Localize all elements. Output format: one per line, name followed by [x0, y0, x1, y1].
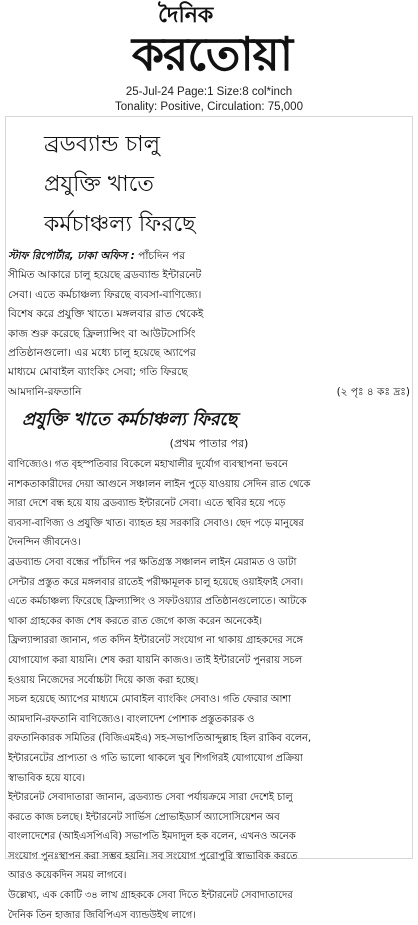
body-line: সংযোগ পুনঃস্থাপন করা সম্ভব হয়নি। সব সংযোগ পুরোপুরি স্বাভাবিক করতে: [8, 850, 298, 862]
body-line: করতে কাজ চলছে। ইন্টারনেট সার্ভিস প্রোভাইডার্স অ্যাসোসিয়েশন অব: [8, 811, 280, 823]
front-article-line: প্রতিষ্ঠানগুলো। এর মধ্যে চালু হয়েছে অ্যাপের: [8, 347, 196, 360]
front-article-line: [8, 383, 410, 402]
front-article-text: পাঁচদিন পর: [134, 250, 186, 262]
continued-from-label: (প্রথম পাতার পর): [169, 437, 249, 450]
front-article-line: [8, 247, 410, 266]
body-line: বাণিজ্যেও। গত বৃহস্পতিবার বিকেলে মহাখালীর দুর্যোগ ব্যবস্থাপনা ভবনে: [8, 459, 288, 470]
front-article-body: [8, 247, 410, 402]
body-line: উল্লেখ্য, এক কোটি ৩৪ লাখ গ্রাহককে সেবা দিতে ইন্টারনেট সেবাদাতাদের: [8, 890, 293, 902]
front-article-line: কাজ শুরু করেছে ফ্রিল্যান্সিং বা আউটসোর্সিং: [8, 327, 196, 340]
body-line: দৈনিক তিন হাজার জিবিপিএস ব্যান্ডউইথ লাগে।: [8, 909, 196, 921]
body-line: ফ্রিল্যান্সাররা জানান, গত কদিন ইন্টারনেট সংযোগ না থাকায় গ্রাহকদের সঙ্গে: [8, 635, 303, 647]
body-line: সচল হয়েছে অ্যাপের মাধ্যমে মোবাইল ব্যাংকিং সেবাও। গতি ফেরার আশা: [8, 694, 291, 706]
continuation-headline: প্রযুক্তি খাতে কর্মচাঞ্চল্য ফিরছে: [22, 410, 238, 430]
body-line: ব্রডব্যান্ড সেবা বন্ধের পাঁচদিন পর ক্ষতিগ্রস্ত সঞ্চালন লাইন মেরামত ও ডাটা: [8, 556, 297, 568]
body-line: আরও কয়েকদিন সময় লাগবে।: [8, 870, 127, 882]
front-article-line: সীমিত আকারে চালু হয়েছে ব্রডব্যান্ড ইন্টারনেট: [8, 269, 202, 282]
front-headline-line: ব্রডব্যান্ড চালু: [44, 132, 161, 157]
body-line: হওয়ায় নিজেদের সর্বোচ্চটা দিয়ে কাজ করা হচ্ছে।: [8, 674, 199, 686]
clipping-meta-date: 25-Jul-24 Page:1 Size:8 col*inch: [125, 86, 293, 98]
body-line: সারা দেশে বন্ধ হয়ে যায় ব্রডব্যান্ড ইন্টারনেট সেবা। এতে স্থবির হয়ে পড়ে: [8, 498, 286, 510]
body-line: ইন্টারনেটের প্রাপ্যতা ও গতি ভালো থাকলে খুব শিগগিরই যোগাযোগ প্রক্রিয়া: [8, 752, 303, 764]
body-line: ইন্টারনেট সেবাদাতারা জানান, ব্রডব্যান্ড সেবা পর্যায়ক্রমে সারা দেশেই চালু: [8, 792, 293, 804]
byline: স্টাফ রিপোর্টার, ঢাকা অফিস :: [8, 250, 135, 262]
body-line: রফতানিকারক সমিতির (বিজিএমইএ) সহ-সভাপতিআব্দুল্লাহ হিল রাকিব বলেন,: [8, 733, 311, 745]
front-article-line: মাধ্যমে মোবাইল ব্যাংকিং সেবা; গতি ফিরছে: [8, 366, 188, 379]
continuation-body: [8, 455, 410, 925]
body-line: স্বাভাবিক হয়ে যাবে।: [8, 772, 85, 784]
front-article-line: সেবা। এতে কর্মচাঞ্চল্য ফিরছে ব্যবসা-বাণিজ্যে।: [8, 288, 202, 301]
masthead-subtitle: দৈনিক: [158, 3, 214, 28]
body-line: এতে কর্মচাঞ্চল্য ফিরেছে ফ্রিল্যান্সিং ও সফটওয়্যার প্রতিষ্ঠানগুলোতে। আটকে: [8, 596, 307, 608]
body-line: সেন্টার প্রস্তুত করে মঙ্গলবার রাতেই পরীক্ষামূলক চালু হয়েছে ওয়াইফাই সেবা।: [8, 576, 304, 588]
masthead-title: করতোয়া: [131, 27, 293, 81]
body-line: দৈনন্দিন জীবনেও।: [8, 537, 81, 549]
front-article-line: বিশেষ করে প্রযুক্তি খাতে। মঙ্গলবার রাত থেকেই: [8, 308, 204, 321]
body-line: থাকা গ্রাহকের কাজ শেষ করতে রাত জেগে কাজ করেন অনেকেই।: [8, 615, 263, 627]
front-article-text: আমদানি-রফতানি: [8, 385, 82, 398]
body-line: বাংলাদেশের (আইএসপিএবি) সভাপতি ইমদাদুল হক বলেন, এখনও অনেক: [8, 831, 296, 843]
front-headline-line: প্রযুক্তি খাতে: [44, 172, 154, 197]
body-line: নাশকতাকারীদের দেয়া আগুনে সঞ্চালন লাইন পুড়ে যাওয়ায় সেদিন রাত থেকে: [8, 478, 311, 490]
body-line: আমদানি-রফতানি বাণিজ্যেও। বাংলাদেশ পোশাক প্রস্তুতকারক ও: [8, 713, 255, 725]
body-line: যোগাযোগ করা যায়নি। শেষ করা যায়নি কাজও। তাই ইন্টারনেট পুনরায় সচল: [8, 654, 303, 666]
jump-reference: (২ পৃঃ ৪ কঃ দ্রঃ): [336, 385, 410, 398]
clipping-meta-tonality: Tonality: Positive, Circulation: 75,000: [115, 101, 303, 113]
body-line: ব্যবসা-বাণিজ্য ও প্রযুক্তি খাত। ব্যাহত হয় সরকারি সেবাও। ছেদ পড়ে মানুষের: [8, 517, 304, 529]
front-headline-line: কর্মচাঞ্চল্য ফিরছে: [44, 212, 196, 237]
